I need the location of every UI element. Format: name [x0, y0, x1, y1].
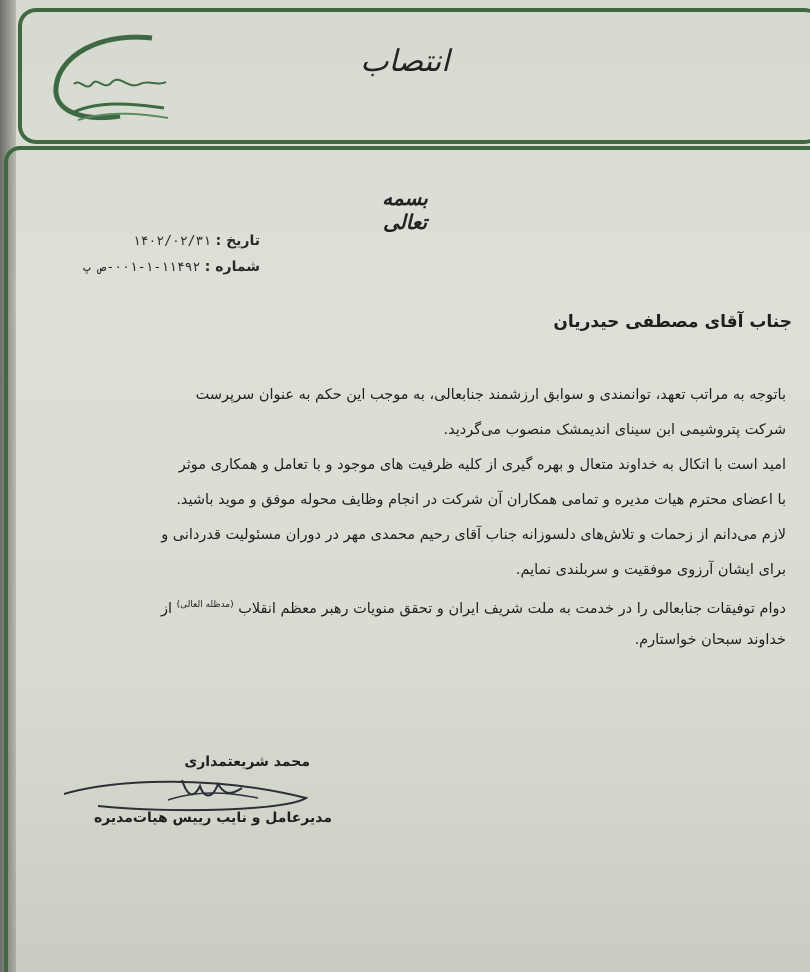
date-label: تاریخ :	[215, 233, 260, 249]
body-line-text: دوام توفیقات جنابعالی را در خدمت به ملت شریف ایران و تحقق منویات رهبر معظم انقلاب	[238, 600, 786, 617]
signature-block	[40, 754, 340, 844]
addressee: جناب آقای مصطفی حیدریان	[553, 312, 792, 332]
body-line: امید است با اتکال به خداوند متعال و بهره گیری از کلیه ظرفیت های موجود و با تعامل و همکاری موثر	[178, 457, 786, 473]
paragraph-3	[16, 518, 786, 588]
body-line: لازم می‌دانم از زحمات و تلاش‌های دلسوزانه جناب آقای رحیم محمدی مهر در دوران مسئولیت قدردانی و	[161, 527, 786, 543]
paragraph-1	[16, 378, 786, 448]
letter-heading: انتصاب	[360, 44, 450, 79]
paragraph-4	[16, 588, 786, 658]
number-label: شماره :	[204, 259, 260, 275]
number-row	[60, 254, 260, 280]
body-line-end: از	[161, 600, 173, 617]
company-logo	[40, 26, 180, 126]
date-row	[60, 228, 260, 254]
signer-name: محمد شریعتمداری	[184, 754, 310, 770]
body-line: با اعضای محترم هیات مدیره و تمامی همکاران آن شرکت در انجام وظایف محوله موفق و موید باشید.	[176, 492, 786, 508]
body-line: شرکت پتروشیمی ابن سینای اندیمشک منصوب می‌گردید.	[443, 422, 786, 438]
date-value: ۱۴۰۲/۰۲/۳۱	[132, 234, 212, 249]
letter-body	[16, 378, 786, 658]
basmala: بسمه تعالی	[382, 186, 428, 234]
body-line: باتوجه به مراتب تعهد، توانمندی و سوابق ارزشمند جنابعالی، به موجب این حکم به عنوان سرپرست	[195, 387, 786, 403]
body-line-with-honorific	[16, 588, 786, 623]
letter-meta	[60, 228, 260, 280]
paragraph-2	[16, 448, 786, 518]
number-value: ۱۱۴۹۲-۱-۰۰۱-ص پ	[82, 260, 201, 275]
signer-title: مدیرعامل و نایب رییس هیات‌مدیره	[93, 810, 332, 826]
honorific: (مدظله العالی)	[176, 600, 234, 610]
body-line: برای ایشان آرزوی موفقیت و سربلندی نمایم.	[515, 562, 786, 578]
body-line: خداوند سبحان خواستارم.	[634, 632, 786, 648]
